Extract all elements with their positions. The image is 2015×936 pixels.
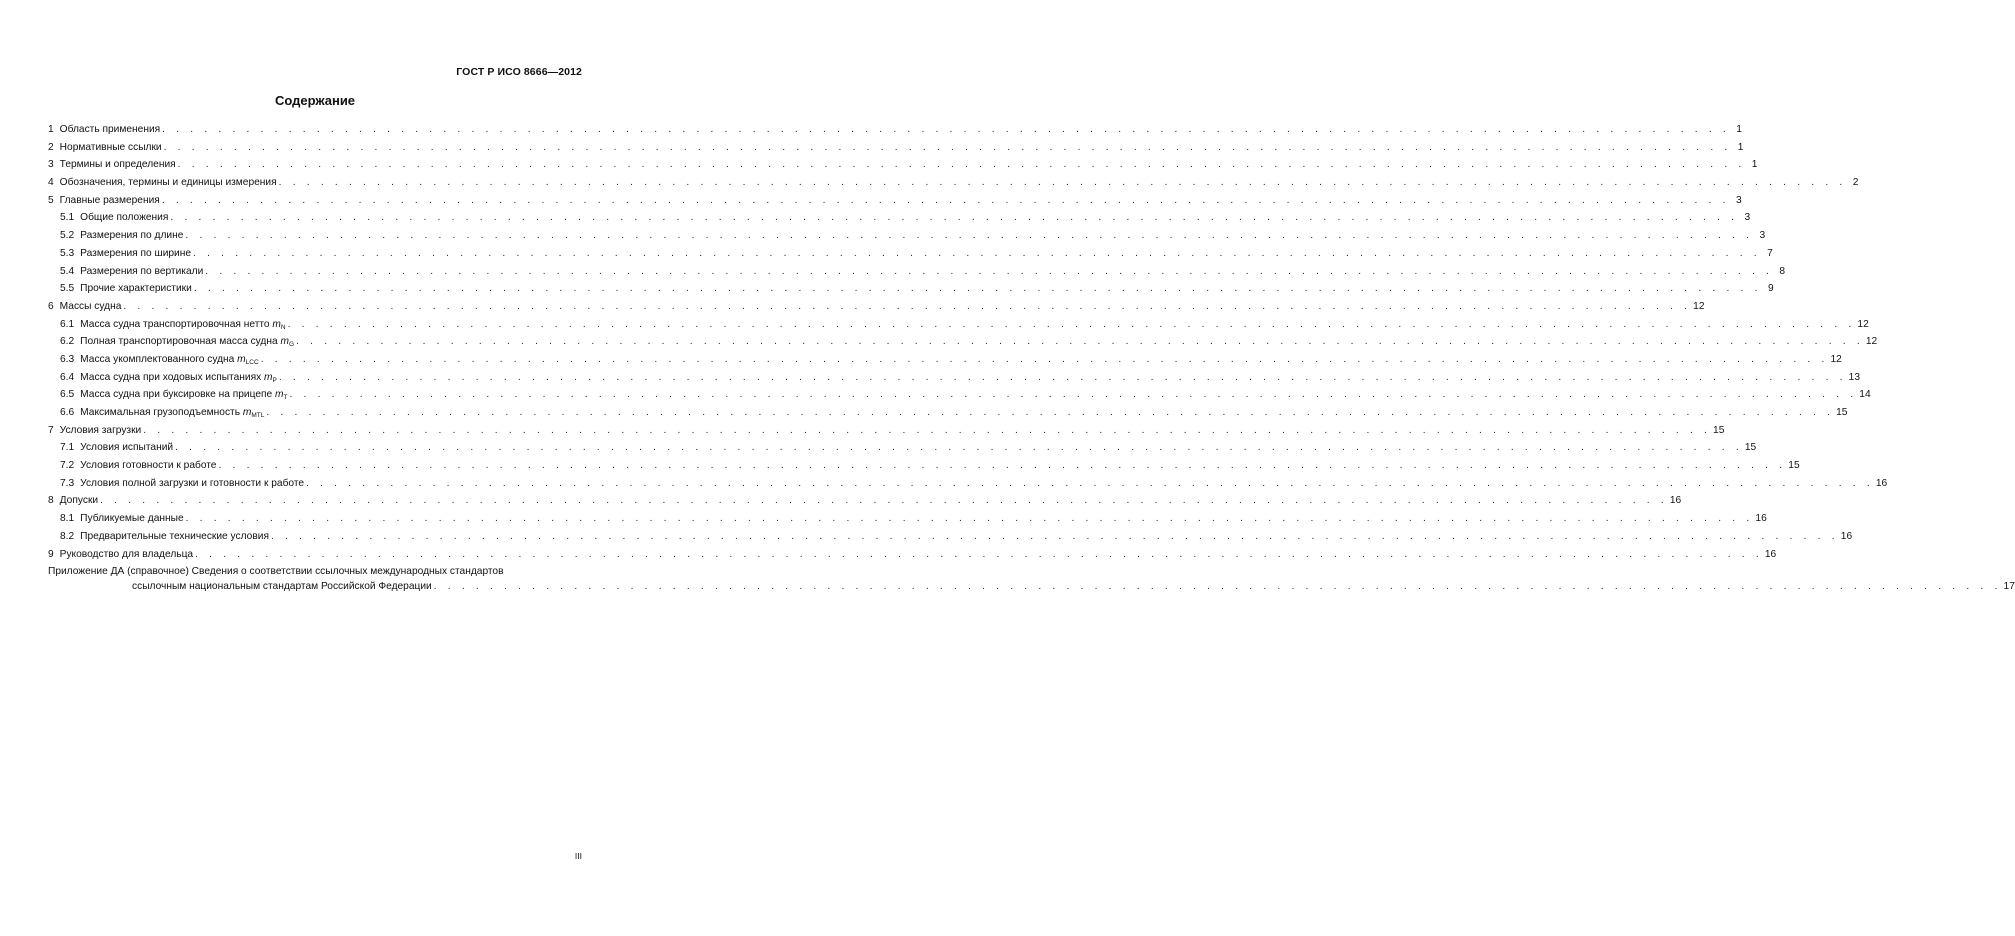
- toc-entry-title: Масса укомплектованного судна: [80, 353, 238, 365]
- toc-entry-page: 14: [1859, 389, 1871, 401]
- leader-dots: . . . . . . . . . . . . . . . . . . . . . . . . . . . . . . . . . . . . . . . . . . . . . . . . . . . . . . . . . . . . . . . . . . . . . . . . . . . . . . . . . . . . . . . . . . . . . . . . . . . . . . . . . . . . . . . .: [306, 477, 1874, 489]
- toc-entry-number: 6.2: [60, 336, 75, 348]
- toc-entry[interactable]: [48, 351, 1842, 369]
- leader-dots: . . . . . . . . . . . . . . . . . . . . . . . . . . . . . . . . . . . . . . . . . . . . . . . . . . . . . . . . . . . . . . . . . . . . . . . . . . . . . . . . . . . . . . . . . . . . . . . . . . . . . . . . . . . . . . . .: [433, 581, 2002, 593]
- toc-entry-symbol: m: [275, 389, 284, 401]
- leader-dots: . . . . . . . . . . . . . . . . . . . . . . . . . . . . . . . . . . . . . . . . . . . . . . . . . . . . . . . . . . . . . . . . . . . . . . . . . . . . . . . . . . . . . . . . . . . . . . . . . . . . . . . . . . . . . . . .: [260, 353, 1829, 365]
- toc-entry-page: 15: [1713, 424, 1725, 436]
- toc-entry-page: 16: [1755, 513, 1767, 525]
- leader-dots: . . . . . . . . . . . . . . . . . . . . . . . . . . . . . . . . . . . . . . . . . . . . . . . . . . . . . . . . . . . . . . . . . . . . . . . . . . . . . . . . . . . . . . . . . . . . . . . . . . . . . . . . . . . . . . . .: [193, 247, 1761, 259]
- toc-entry-title: Предварительные технические условия: [80, 530, 269, 542]
- leader-dots: . . . . . . . . . . . . . . . . . . . . . . . . . . . . . . . . . . . . . . . . . . . . . . . . . . . . . . . . . . . . . . . . . . . . . . . . . . . . . . . . . . . . . . . . . . . . . . . . . . . . . . . . . . . . . . . .: [163, 141, 1732, 153]
- toc-entry-title: Масса судна транспортировочная нетто: [80, 318, 273, 330]
- leader-dots: . . . . . . . . . . . . . . . . . . . . . . . . . . . . . . . . . . . . . . . . . . . . . . . . . . . . . . . . . . . . . . . . . . . . . . . . . . . . . . . . . . . . . . . . . . . . . . . . . . . . . . . . . . . . . . . .: [287, 318, 1856, 330]
- toc-entry[interactable]: [48, 316, 1869, 334]
- toc-entry[interactable]: [48, 528, 1853, 546]
- toc-entry-number: 7.2: [60, 460, 75, 472]
- toc-entry-number: 4: [48, 177, 54, 189]
- toc-entry-symbol-subscript: T: [283, 394, 288, 402]
- leader-dots: . . . . . . . . . . . . . . . . . . . . . . . . . . . . . . . . . . . . . . . . . . . . . . . . . . . . . . . . . . . . . . . . . . . . . . . . . . . . . . . . . . . . . . . . . . . . . . . . . . . . . . . . . . . . . . . .: [162, 124, 1730, 135]
- toc-entry-title: Главные размерения: [59, 194, 160, 206]
- toc-entry-page: 15: [1744, 442, 1757, 454]
- toc-entry-symbol-subscript: MTL: [251, 412, 265, 419]
- toc-entry-title: Масса судна при буксировке на прицепе: [80, 389, 276, 401]
- leader-dots: . . . . . . . . . . . . . . . . . . . . . . . . . . . . . . . . . . . . . . . . . . . . . . . . . . . . . . . . . . . . . . . . . . . . . . . . . . . . . . . . . . . . . . . . . . . . . . . . . . . . . . . . . . . . . . . .: [143, 424, 1712, 436]
- toc-entry-symbol: m: [242, 407, 252, 418]
- toc-entry-symbol: m: [280, 336, 290, 348]
- annex-title-line1: Приложение ДА (справочное) Сведения о соответствии ссылочных международных стандартов: [48, 566, 504, 578]
- toc-entry[interactable]: [48, 475, 1888, 493]
- toc-entry-number: 5.2: [60, 230, 75, 242]
- toc-entry-number: 7: [48, 424, 54, 436]
- toc-entry-label: [48, 192, 160, 210]
- leader-dots: . . . . . . . . . . . . . . . . . . . . . . . . . . . . . . . . . . . . . . . . . . . . . . . . . . . . . . . . . . . . . . . . . . . . . . . . . . . . . . . . . . . . . . . . . . . . . . . . . . . . . . . . . . . . . . . .: [100, 495, 1668, 507]
- toc-entry-page: 16: [1764, 548, 1777, 560]
- table-of-contents: [48, 121, 2015, 594]
- leader-dots: . . . . . . . . . . . . . . . . . . . . . . . . . . . . . . . . . . . . . . . . . . . . . . . . . . . . . . . . . . . . . . . . . . . . . . . . . . . . . . . . . . . . . . . . . . . . . . . . . . . . . . . . . . . . . . . .: [170, 212, 1739, 224]
- toc-entry-page: 13: [1848, 371, 1861, 383]
- toc-entry-page: 15: [1836, 407, 1848, 418]
- toc-entry-symbol-subscript: LCC: [245, 358, 259, 366]
- toc-entry-symbol-subscript: P: [272, 376, 277, 384]
- toc-entry-label: [48, 546, 193, 564]
- toc-entry-title: Условия испытаний: [80, 442, 174, 454]
- toc-entry-label: [60, 227, 183, 245]
- toc-entry-symbol: m: [237, 353, 246, 365]
- toc-entry-label: [60, 439, 173, 457]
- toc-entry-symbol: m: [264, 371, 273, 383]
- leader-dots: . . . . . . . . . . . . . . . . . . . . . . . . . . . . . . . . . . . . . . . . . . . . . . . . . . . . . . . . . . . . . . . . . . . . . . . . . . . . . . . . . . . . . . . . . . . . . . . . . . . . . . . . . . . . . . . .: [161, 194, 1730, 206]
- toc-entry-number: 6: [48, 300, 54, 312]
- toc-entry[interactable]: [48, 156, 1758, 174]
- toc-entry-title: Обозначения, термины и единицы измерения: [59, 177, 277, 189]
- toc-entry-title: Массы судна: [59, 300, 122, 312]
- toc-entry[interactable]: [48, 139, 1744, 157]
- toc-entry[interactable]: [48, 263, 1786, 281]
- toc-entry[interactable]: [48, 369, 1861, 387]
- toc-entry-page: 3: [1744, 212, 1751, 224]
- toc-entry[interactable]: [48, 386, 1871, 404]
- toc-entry-number: 6.5: [60, 389, 75, 401]
- toc-entry-number: 6.3: [60, 353, 75, 365]
- toc-entry[interactable]: [48, 192, 1742, 210]
- toc-entry-number: 1: [48, 124, 54, 135]
- leader-dots: . . . . . . . . . . . . . . . . . . . . . . . . . . . . . . . . . . . . . . . . . . . . . . . . . . . . . . . . . . . . . . . . . . . . . . . . . . . . . . . . . . . . . . . . . . . . . . . . . . . . . . . . . . . . . . . .: [266, 407, 1835, 418]
- leader-dots: . . . . . . . . . . . . . . . . . . . . . . . . . . . . . . . . . . . . . . . . . . . . . . . . . . . . . . . . . . . . . . . . . . . . . . . . . . . . . . . . . . . . . . . . . . . . . . . . . . . . . . . . . . . . . . . .: [195, 548, 1763, 560]
- toc-entry-title: Условия загрузки: [59, 424, 142, 436]
- toc-entry[interactable]: [48, 298, 1705, 316]
- toc-entry-title: Руководство для владельца: [59, 548, 194, 560]
- toc-entry-label: [60, 245, 191, 263]
- toc-entry-page: 2: [1852, 177, 1859, 189]
- leader-dots: . . . . . . . . . . . . . . . . . . . . . . . . . . . . . . . . . . . . . . . . . . . . . . . . . . . . . . . . . . . . . . . . . . . . . . . . . . . . . . . . . . . . . . . . . . . . . . . . . . . . . . . . . . . . . . . .: [218, 460, 1787, 472]
- toc-entry[interactable]: [48, 404, 1848, 422]
- toc-entry-number: 8.2: [60, 530, 75, 542]
- toc-entry[interactable]: [48, 245, 1773, 263]
- toc-entry-number: 5.1: [60, 212, 75, 224]
- toc-entry-label: [60, 263, 203, 281]
- toc-entry[interactable]: [48, 280, 1774, 298]
- toc-entry-page: 8: [1779, 265, 1786, 277]
- page-title: Содержание: [274, 93, 356, 108]
- toc-entry-number: 9: [48, 548, 54, 560]
- toc-entry-number: 5.3: [60, 247, 75, 259]
- toc-annex-entry[interactable]: [48, 564, 2015, 594]
- toc-entry[interactable]: [48, 422, 1725, 440]
- toc-entry[interactable]: [48, 439, 1757, 457]
- leader-dots: . . . . . . . . . . . . . . . . . . . . . . . . . . . . . . . . . . . . . . . . . . . . . . . . . . . . . . . . . . . . . . . . . . . . . . . . . . . . . . . . . . . . . . . . . . . . . . . . . . . . . . . . . . . . . . . .: [270, 530, 1839, 542]
- toc-entry-title: Прочие характеристики: [80, 283, 192, 295]
- toc-entry-page: 1: [1737, 141, 1744, 153]
- leader-dots: . . . . . . . . . . . . . . . . . . . . . . . . . . . . . . . . . . . . . . . . . . . . . . . . . . . . . . . . . . . . . . . . . . . . . . . . . . . . . . . . . . . . . . . . . . . . . . . . . . . . . . . . . . . . . . . .: [123, 300, 1692, 312]
- toc-entry-number: 6.1: [60, 318, 75, 330]
- annex-title-line2-row: [48, 579, 2015, 594]
- toc-entry[interactable]: [48, 546, 1777, 564]
- toc-entry-number: 6.4: [60, 371, 75, 383]
- toc-entry-label: [60, 280, 192, 298]
- toc-entry-label: [48, 156, 176, 174]
- toc-entry-title: Термины и определения: [59, 159, 176, 171]
- toc-entry-label: [48, 139, 162, 157]
- leader-dots: . . . . . . . . . . . . . . . . . . . . . . . . . . . . . . . . . . . . . . . . . . . . . . . . . . . . . . . . . . . . . . . . . . . . . . . . . . . . . . . . . . . . . . . . . . . . . . . . . . . . . . . . . . . . . . . .: [177, 159, 1746, 171]
- toc-entry-title: Размерения по длине: [80, 230, 184, 242]
- toc-entry-number: 8: [48, 495, 54, 507]
- toc-entry-page: 1: [1751, 159, 1758, 171]
- toc-entry-number: 7.3: [60, 477, 75, 489]
- toc-entry-page: 12: [1830, 353, 1842, 365]
- toc-entry-page: 12: [1693, 300, 1705, 312]
- toc-entry-page: 9: [1767, 283, 1774, 295]
- toc-entry-label: [48, 121, 160, 139]
- toc-entry-label: [48, 298, 121, 316]
- toc-entry-number: 7.1: [60, 442, 75, 454]
- toc-entry[interactable]: [48, 174, 1859, 192]
- toc-entry-title: Область применения: [59, 124, 161, 135]
- toc-entry-title: Масса судна при ходовых испытаниях: [80, 371, 265, 383]
- toc-entry[interactable]: [48, 227, 1766, 245]
- leader-dots: . . . . . . . . . . . . . . . . . . . . . . . . . . . . . . . . . . . . . . . . . . . . . . . . . . . . . . . . . . . . . . . . . . . . . . . . . . . . . . . . . . . . . . . . . . . . . . . . . . . . . . . . . . . . . . . .: [278, 371, 1847, 383]
- leader-dots: . . . . . . . . . . . . . . . . . . . . . . . . . . . . . . . . . . . . . . . . . . . . . . . . . . . . . . . . . . . . . . . . . . . . . . . . . . . . . . . . . . . . . . . . . . . . . . . . . . . . . . . . . . . . . . . .: [185, 513, 1754, 525]
- toc-entry-title: Общие положения: [80, 212, 169, 224]
- toc-entry-page: 16: [1669, 495, 1682, 507]
- toc-entry-page: 3: [1759, 230, 1766, 242]
- toc-entry[interactable]: [48, 457, 1800, 475]
- toc-entry[interactable]: [48, 209, 1751, 227]
- toc-entry-number: 3: [48, 159, 54, 171]
- toc-entry-title: Размерения по ширине: [80, 247, 192, 259]
- toc-entry-title: Нормативные ссылки: [59, 141, 162, 153]
- toc-entry-title: Условия полной загрузки и готовности к работе: [80, 477, 305, 489]
- toc-entry-page: 16: [1840, 530, 1853, 542]
- toc-entry-number: 6.6: [60, 407, 75, 418]
- toc-entry-number: 5: [48, 194, 54, 206]
- toc-entry-page: 12: [1857, 318, 1869, 330]
- toc-entry-title: Размерения по вертикали: [80, 265, 204, 277]
- annex-page-number: 17: [2003, 581, 2015, 593]
- toc-entry-number: 2: [48, 141, 54, 153]
- toc-entry-page: 3: [1735, 194, 1742, 206]
- leader-dots: . . . . . . . . . . . . . . . . . . . . . . . . . . . . . . . . . . . . . . . . . . . . . . . . . . . . . . . . . . . . . . . . . . . . . . . . . . . . . . . . . . . . . . . . . . . . . . . . . . . . . . . . . . . . . . . .: [193, 283, 1762, 295]
- toc-entry-title: Условия готовности к работе: [80, 460, 217, 472]
- toc-entry-page: 7: [1767, 247, 1773, 259]
- toc-entry-symbol-subscript: G: [289, 341, 295, 349]
- toc-entry-title: Допуски: [59, 495, 99, 507]
- toc-entry[interactable]: [48, 510, 1767, 528]
- toc-entry-label: [48, 492, 98, 510]
- toc-entry-title: Публикуемые данные: [80, 513, 184, 525]
- toc-entry-page: 16: [1875, 477, 1888, 489]
- document-code: ГОСТ Р ИСО 8666—2012: [456, 66, 582, 78]
- leader-dots: . . . . . . . . . . . . . . . . . . . . . . . . . . . . . . . . . . . . . . . . . . . . . . . . . . . . . . . . . . . . . . . . . . . . . . . . . . . . . . . . . . . . . . . . . . . . . . . . . . . . . . . . . . . . . . . .: [185, 230, 1754, 242]
- annex-title-line2: ссылочным национальным стандартам Российской Федерации: [132, 581, 432, 593]
- toc-entry[interactable]: [48, 121, 1742, 139]
- toc-entry-symbol: m: [272, 318, 281, 330]
- leader-dots: . . . . . . . . . . . . . . . . . . . . . . . . . . . . . . . . . . . . . . . . . . . . . . . . . . . . . . . . . . . . . . . . . . . . . . . . . . . . . . . . . . . . . . . . . . . . . . . . . . . . . . . . . . . . . . . .: [278, 177, 1847, 189]
- toc-entry-number: 5.5: [60, 283, 75, 295]
- toc-entry-title: Максимальная грузоподъемность: [80, 407, 243, 418]
- toc-entry-page: 15: [1788, 460, 1800, 472]
- toc-entry-label: [60, 457, 216, 475]
- toc-entry[interactable]: [48, 492, 1682, 510]
- toc-entry-label: [60, 528, 269, 546]
- toc-entry-label: [60, 510, 184, 528]
- toc-entries: [48, 121, 1888, 563]
- toc-entry-label: [48, 422, 141, 440]
- toc-entry-title: Полная транспортировочная масса судна: [80, 336, 281, 348]
- toc-entry-number: 8.1: [60, 513, 75, 525]
- toc-entry-label: [48, 174, 277, 192]
- toc-entry-symbol-subscript: N: [280, 323, 286, 331]
- leader-dots: . . . . . . . . . . . . . . . . . . . . . . . . . . . . . . . . . . . . . . . . . . . . . . . . . . . . . . . . . . . . . . . . . . . . . . . . . . . . . . . . . . . . . . . . . . . . . . . . . . . . . . . . . . . . . . . .: [205, 265, 1774, 277]
- toc-entry-page: 1: [1736, 124, 1742, 135]
- leader-dots: . . . . . . . . . . . . . . . . . . . . . . . . . . . . . . . . . . . . . . . . . . . . . . . . . . . . . . . . . . . . . . . . . . . . . . . . . . . . . . . . . . . . . . . . . . . . . . . . . . . . . . . . . . . . . . . .: [289, 389, 1858, 401]
- leader-dots: . . . . . . . . . . . . . . . . . . . . . . . . . . . . . . . . . . . . . . . . . . . . . . . . . . . . . . . . . . . . . . . . . . . . . . . . . . . . . . . . . . . . . . . . . . . . . . . . . . . . . . . . . . . . . . . .: [175, 442, 1743, 454]
- toc-entry[interactable]: [48, 333, 1878, 351]
- leader-dots: . . . . . . . . . . . . . . . . . . . . . . . . . . . . . . . . . . . . . . . . . . . . . . . . . . . . . . . . . . . . . . . . . . . . . . . . . . . . . . . . . . . . . . . . . . . . . . . . . . . . . . . . . . . . . . . .: [296, 336, 1864, 348]
- toc-entry-page: 12: [1865, 336, 1878, 348]
- toc-entry-label: [60, 475, 304, 493]
- toc-entry-number: 5.4: [60, 265, 75, 277]
- page-number: III: [574, 851, 582, 861]
- toc-entry-label: [60, 209, 168, 227]
